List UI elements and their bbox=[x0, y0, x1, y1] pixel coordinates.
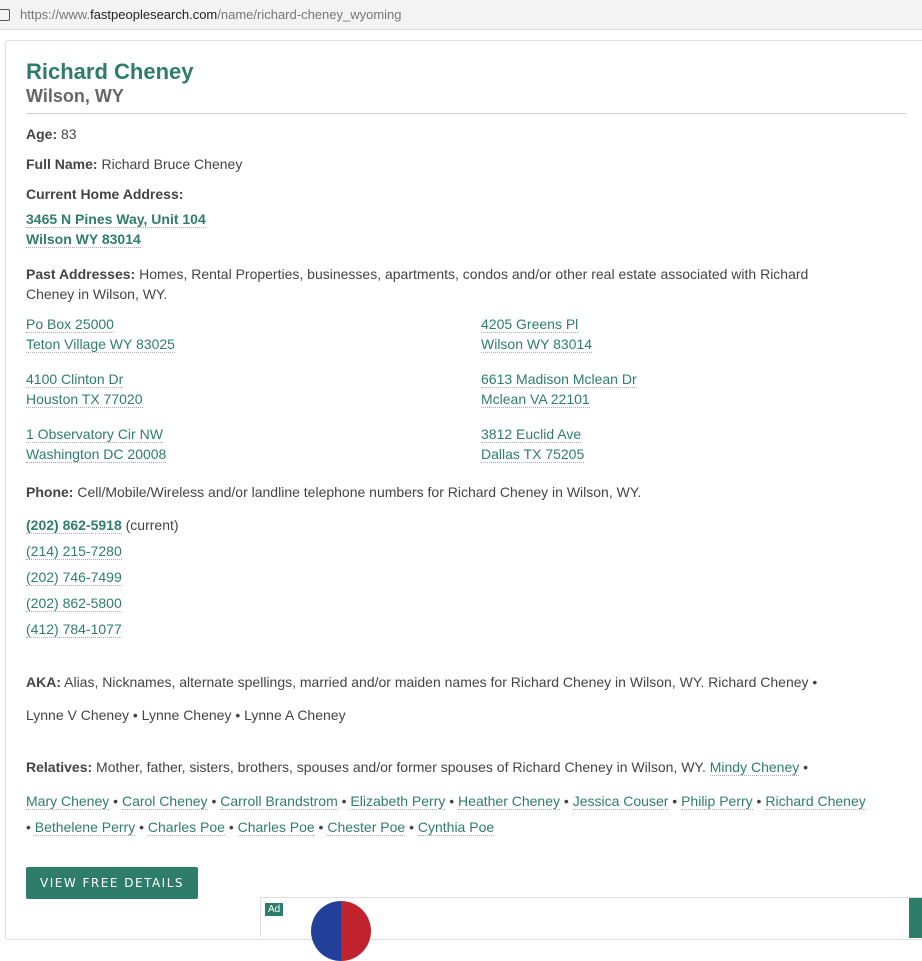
past-addresses-label: Past Addresses: bbox=[26, 266, 136, 282]
ad-tag: Ad bbox=[265, 903, 283, 916]
relative-link[interactable]: Bethelene Perry bbox=[34, 819, 136, 835]
url-path: /name/richard-cheney_wyoming bbox=[217, 7, 402, 22]
relative-link[interactable]: Carroll Brandstrom bbox=[220, 793, 338, 809]
reader-icon[interactable] bbox=[0, 9, 10, 21]
past-address-street-link[interactable]: Po Box 25000 bbox=[26, 316, 114, 332]
relatives-label: Relatives: bbox=[26, 759, 93, 775]
past-addresses-desc: Homes, Rental Properties, businesses, apartments, condos and/or other real estate associated with Richard bbox=[139, 266, 809, 282]
relatives-row: • Bethelene Perry • Charles Poe • Charles Poe • Chester Poe • Cynthia Poe bbox=[26, 819, 495, 835]
past-address-city-link[interactable]: Dallas TX 75205 bbox=[481, 446, 585, 462]
divider bbox=[26, 113, 906, 114]
view-free-details-button[interactable]: VIEW FREE DETAILS bbox=[26, 867, 198, 899]
past-address bbox=[481, 314, 906, 354]
past-address bbox=[481, 369, 906, 409]
phone-link[interactable]: (214) 215-7280 bbox=[26, 543, 122, 559]
phone-desc: Cell/Mobile/Wireless and/or landline telephone numbers for Richard Cheney in Wilson, WY. bbox=[77, 484, 642, 500]
ad-logo-icon bbox=[311, 901, 371, 961]
relatives-row: Mary Cheney • Carol Cheney • Carroll Brandstrom • Elizabeth Perry • Heather Cheney • Jessica Couser • Philip Perry • Richard Cheney bbox=[26, 793, 866, 809]
phone-link[interactable]: (202) 862-5800 bbox=[26, 595, 122, 611]
relative-link[interactable]: Carol Cheney bbox=[121, 793, 208, 809]
relative-link[interactable]: Charles Poe bbox=[237, 819, 315, 835]
past-address bbox=[26, 424, 481, 464]
past-address bbox=[26, 369, 481, 409]
current-address-city-link[interactable]: Wilson WY 83014 bbox=[26, 231, 141, 247]
address-bar[interactable] bbox=[0, 0, 922, 30]
aka-label: AKA: bbox=[26, 674, 61, 690]
phone-current-note: (current) bbox=[125, 517, 179, 533]
past-address-street-link[interactable]: 6613 Madison Mclean Dr bbox=[481, 371, 637, 387]
relative-link[interactable]: Elizabeth Perry bbox=[350, 793, 446, 809]
past-addresses-desc-2: Cheney in Wilson, WY. bbox=[26, 286, 168, 302]
person-name: Richard Cheney bbox=[26, 59, 194, 84]
past-address-street-link[interactable]: 4205 Greens Pl bbox=[481, 316, 579, 332]
relative-link[interactable]: Charles Poe bbox=[147, 819, 225, 835]
url-domain: fastpeoplesearch.com bbox=[90, 7, 218, 22]
ad-banner[interactable] bbox=[260, 897, 922, 937]
relative-link[interactable]: Richard Cheney bbox=[765, 793, 866, 809]
past-address-street-link[interactable]: 4100 Clinton Dr bbox=[26, 371, 124, 387]
person-card: Richard Cheney Wilson, WY Age: 83 Full Name: Richard Bruce Cheney Current Home Address: 3465 N Pines Way, Unit 104 Wilson WY 83014 Past Addresses: Homes, Rental Properties, businesses, apartments, condos and/or other real estate associated with Richard Cheney in Wilson, WY. Po Box 25000 Teton Village WY 83025 4205 Greens Pl Wilson WY 83014 4100 Clinton Dr Houston TX 77020 6613 Madison Mclean Dr Mclean VA 22101 1 Observatory Cir NW Washington DC 20008 3812 Euclid Ave Dallas TX 75205 Phone: Cell/Mobile/Wireless and/or landline telephone numbers for Richard Cheney in Wilson, WY. (202) 862-5918 (current) (214) 215-7280 (202) 746-7499 (202) 862-5800 (412) 784-1077 AKA: Alias, Nicknames, alternate spellings, married and/or maiden names for Richard Cheney in Wilson, WY. Richard Cheney • Lynne V Cheney • Lynne Cheney • Lynne A Cheney Relatives: Mother, father, sisters, brothers, spouses and/or former spouses of Richard Cheney in Wilson, WY. Mindy Cheney • Mary Cheney • Carol Cheney • Carroll Brandstrom • Elizabeth Perry • Heather Cheney • Jessica Couser • Philip Perry • Richard Cheney • Bethelene Perry • Charles Poe • Charles Poe • Chester Poe • Cynthia Poe VIEW FREE DETAILS bbox=[5, 40, 922, 940]
relative-link[interactable]: Chester Poe bbox=[327, 819, 406, 835]
relative-link[interactable]: Cynthia Poe bbox=[417, 819, 495, 835]
past-address-street-link[interactable]: 3812 Euclid Ave bbox=[481, 426, 582, 442]
past-address bbox=[481, 424, 906, 464]
full-name-label: Full Name: bbox=[26, 156, 98, 172]
phone-link[interactable]: (202) 746-7499 bbox=[26, 569, 122, 585]
phone-current-link[interactable]: (202) 862-5918 bbox=[26, 517, 122, 533]
past-address-city-link[interactable]: Mclean VA 22101 bbox=[481, 391, 590, 407]
relative-link[interactable]: Jessica Couser bbox=[572, 793, 669, 809]
past-address-city-link[interactable]: Washington DC 20008 bbox=[26, 446, 167, 462]
relative-link[interactable]: Mary Cheney bbox=[26, 793, 110, 809]
relative-link[interactable]: Philip Perry bbox=[681, 793, 753, 809]
age-value: 83 bbox=[61, 126, 77, 142]
age-label: Age: bbox=[26, 126, 58, 142]
past-addresses-list bbox=[26, 314, 906, 464]
past-address-city-link[interactable]: Teton Village WY 83025 bbox=[26, 336, 175, 352]
url-prefix: https://www. bbox=[20, 7, 91, 22]
past-address-city-link[interactable]: Houston TX 77020 bbox=[26, 391, 143, 407]
relative-link[interactable]: Heather Cheney bbox=[458, 793, 560, 809]
past-address-street-link[interactable]: 1 Observatory Cir NW bbox=[26, 426, 163, 442]
ad-cta[interactable] bbox=[909, 898, 922, 938]
relatives-desc: Mother, father, sisters, brothers, spouses and/or former spouses of Richard Cheney in Wilson, WY. bbox=[96, 759, 706, 775]
past-address bbox=[26, 314, 481, 354]
full-name-value: Richard Bruce Cheney bbox=[101, 156, 243, 172]
relative-link[interactable]: Mindy Cheney bbox=[709, 759, 800, 775]
past-address-city-link[interactable]: Wilson WY 83014 bbox=[481, 336, 593, 352]
phone-list bbox=[26, 512, 906, 642]
phone-link[interactable]: (412) 784-1077 bbox=[26, 621, 122, 637]
aka-names: Lynne V Cheney • Lynne Cheney • Lynne A Cheney bbox=[26, 707, 346, 723]
phone-label: Phone: bbox=[26, 484, 74, 500]
current-address-label: Current Home Address: bbox=[26, 186, 184, 202]
aka-desc: Alias, Nicknames, alternate spellings, married and/or maiden names for Richard Cheney in Wilson, WY. Richard Cheney • bbox=[64, 674, 818, 690]
current-address-link[interactable]: 3465 N Pines Way, Unit 104 bbox=[26, 211, 206, 227]
person-location: Wilson, WY bbox=[26, 86, 124, 106]
